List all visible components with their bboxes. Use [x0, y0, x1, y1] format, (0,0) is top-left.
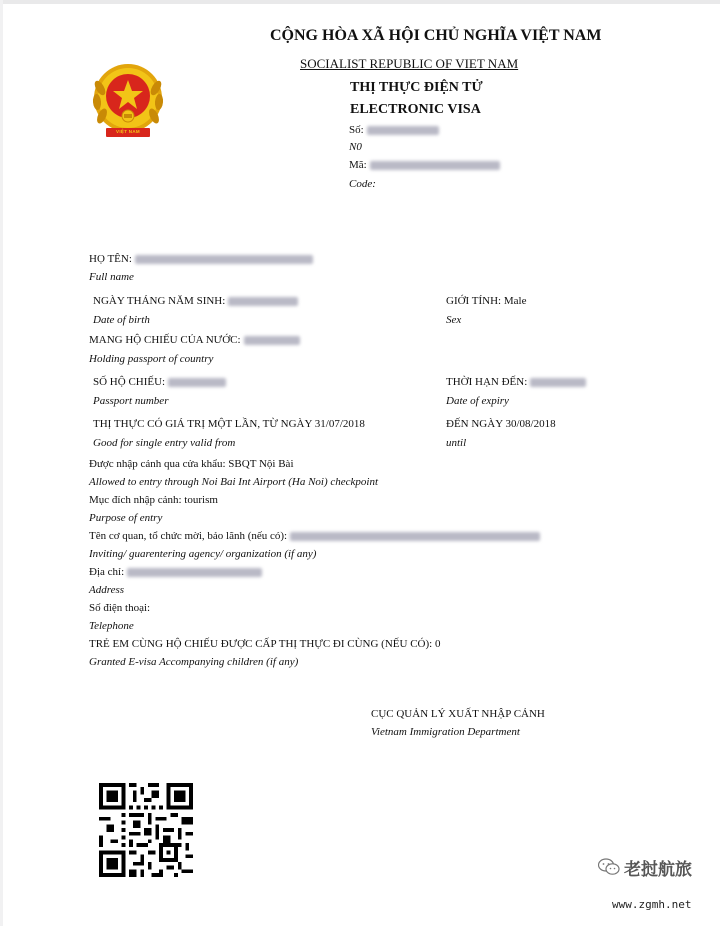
- address-row: [89, 566, 262, 578]
- visa-code-label: Mã:: [349, 159, 367, 171]
- visa-code-redacted: [370, 161, 500, 170]
- address-label: Địa chỉ:: [89, 566, 125, 578]
- expiry-row: [446, 376, 586, 388]
- page-top-edge: [0, 0, 720, 4]
- visa-code-label-en: Code:: [349, 178, 376, 190]
- dob-label: NGÀY THÁNG NĂM SINH:: [93, 295, 226, 307]
- passport-country-label: MANG HỘ CHIẾU CỦA NƯỚC:: [89, 334, 241, 346]
- passport-number-row: [93, 376, 226, 388]
- until-label: ĐẾN NGÀY 30/08/2018: [446, 418, 556, 430]
- telephone-label-en: Telephone: [89, 620, 134, 632]
- agency-redacted: [290, 532, 540, 541]
- telephone-label: Số điện thoại:: [89, 602, 151, 614]
- sex-row: [446, 295, 526, 307]
- until-label-en: until: [446, 437, 467, 449]
- dob-row: [93, 295, 298, 307]
- entry-checkpoint-en: Allowed to entry through Noi Bai Int Airport (Ha Noi) checkpoint: [89, 476, 379, 488]
- document-title-vn: THỊ THỰC ĐIỆN TỬ: [350, 80, 483, 95]
- full-name-label: HỌ TÊN:: [89, 253, 132, 265]
- dob-redacted: [228, 297, 298, 306]
- page-left-edge: [0, 0, 3, 926]
- visa-code-row: [349, 159, 500, 171]
- full-name-label-en: Full name: [89, 271, 134, 283]
- expiry-label-en: Date of expiry: [446, 395, 509, 407]
- expiry-redacted: [530, 378, 586, 387]
- watermark-brand: 老挝航旅: [624, 860, 692, 880]
- sex-label: GIỚI TÍNH:: [446, 295, 502, 307]
- address-redacted: [127, 568, 262, 577]
- full-name-row: [89, 253, 313, 265]
- agency-label: Tên cơ quan, tổ chức mời, bảo lãnh (nếu có):: [89, 530, 288, 542]
- country-title-vn: CỘNG HÒA XÃ HỘI CHỦ NGHĨA VIỆT NAM: [270, 27, 602, 44]
- wechat-icon: [598, 858, 620, 876]
- emblem-label: VIỆT NAM: [116, 129, 140, 134]
- entry-checkpoint: Được nhập cảnh qua cửa khẩu: SBQT Nội Bài: [89, 458, 294, 470]
- purpose-of-entry-en: Purpose of entry: [89, 512, 163, 524]
- children-label: TRẺ EM CÙNG HỘ CHIẾU ĐƯỢC CẤP THỊ THỰC ĐI CÙNG (NẾU CÓ): 0: [89, 638, 441, 650]
- dob-label-en: Date of birth: [93, 314, 150, 326]
- full-name-redacted: [135, 255, 313, 264]
- agency-label-en: Inviting/ guarentering agency/ organization (if any): [89, 548, 317, 560]
- country-title-en: SOCIALIST REPUBLIC OF VIET NAM: [300, 56, 519, 71]
- visa-number-label-en: N0: [349, 141, 362, 153]
- visa-number-row: [349, 124, 439, 136]
- department-name-en: Vietnam Immigration Department: [371, 726, 520, 738]
- document-title-en: ELECTRONIC VISA: [350, 102, 481, 117]
- sex-value: Male: [503, 295, 527, 307]
- passport-country-label-en: Holding passport of country: [89, 353, 214, 365]
- validity-label-en: Good for single entry valid from: [93, 437, 236, 449]
- passport-number-label: SỐ HỘ CHIẾU:: [93, 376, 166, 388]
- passport-country-row: [89, 334, 300, 346]
- visa-number-redacted: [367, 126, 439, 135]
- sex-label-en: Sex: [446, 314, 462, 326]
- passport-number-label-en: Passport number: [93, 395, 169, 407]
- passport-country-redacted: [244, 336, 300, 345]
- visa-number-label: Số:: [349, 124, 364, 136]
- agency-row: [89, 530, 540, 542]
- purpose-of-entry: Mục đích nhập cảnh: tourism: [89, 494, 218, 506]
- passport-number-redacted: [168, 378, 226, 387]
- expiry-label: THỜI HẠN ĐẾN:: [446, 376, 528, 388]
- address-label-en: Address: [89, 584, 125, 596]
- watermark-url: www.zgmh.net: [612, 898, 692, 911]
- children-label-en: Granted E-visa Accompanying children (if any): [89, 656, 299, 668]
- qr-code: [99, 783, 193, 877]
- validity-label: THỊ THỰC CÓ GIÁ TRỊ MỘT LẦN, TỪ NGÀY 31/07/2018: [93, 418, 365, 430]
- department-name-vn: CỤC QUẢN LÝ XUẤT NHẬP CẢNH: [371, 708, 545, 720]
